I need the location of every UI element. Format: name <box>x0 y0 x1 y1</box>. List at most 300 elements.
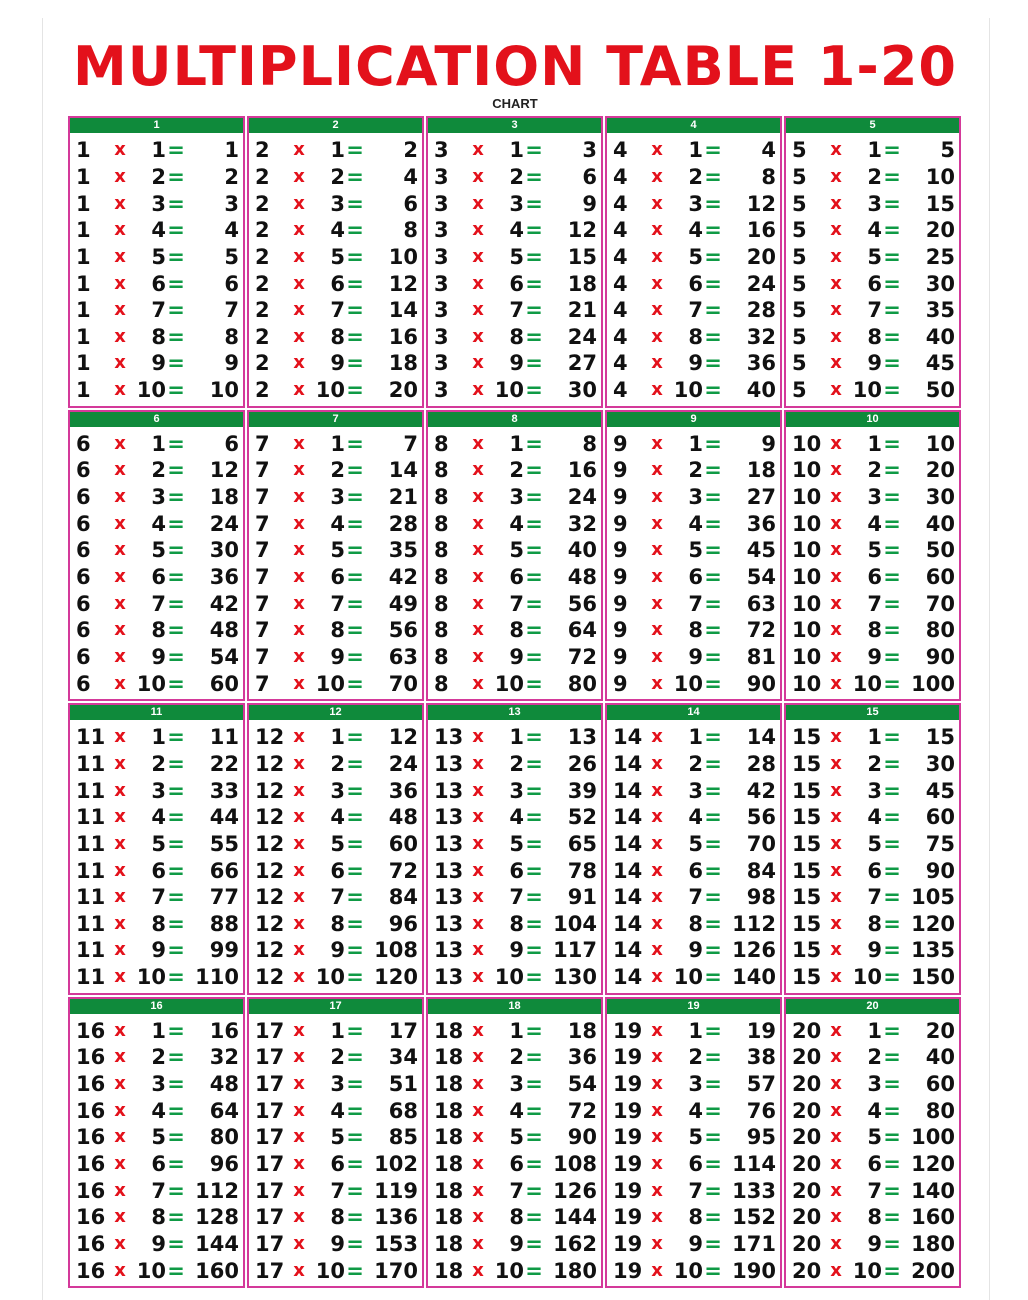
table-row <box>255 432 418 456</box>
product: 80 <box>925 1098 955 1123</box>
multiplicand: 20 <box>792 1152 822 1177</box>
table-rows <box>786 133 959 406</box>
multiplicand: 16 <box>76 1205 106 1230</box>
table-row <box>613 1072 776 1096</box>
multiplicand: 6 <box>76 458 91 483</box>
table-rows <box>249 1014 422 1287</box>
multiplier: 5 <box>867 538 882 563</box>
multiplicand: 4 <box>613 191 628 216</box>
equals-sign: = <box>525 191 543 216</box>
equals-sign: = <box>167 1018 185 1043</box>
multiplier: 4 <box>688 511 703 536</box>
multiplicand: 12 <box>255 965 285 990</box>
table-row <box>792 1125 955 1149</box>
times-sign: x <box>830 886 842 908</box>
product: 63 <box>388 644 418 669</box>
table-row <box>613 645 776 669</box>
table-row <box>255 218 418 242</box>
product: 2 <box>403 138 418 163</box>
product: 22 <box>209 751 239 776</box>
product: 126 <box>732 938 776 963</box>
multiplier: 6 <box>330 271 345 296</box>
multiplier: 3 <box>509 191 524 216</box>
product: 60 <box>388 831 418 856</box>
multiplicand: 12 <box>255 885 285 910</box>
table-row <box>792 938 955 962</box>
times-sign: x <box>830 325 842 347</box>
multiplier: 1 <box>867 431 882 456</box>
equals-sign: = <box>167 1178 185 1203</box>
times-sign: x <box>472 566 484 588</box>
times-sign: x <box>830 806 842 828</box>
multiplicand: 1 <box>76 378 91 403</box>
multiplier: 5 <box>151 538 166 563</box>
multiplicand: 1 <box>76 164 91 189</box>
multiplicand: 3 <box>434 378 449 403</box>
product: 10 <box>925 164 955 189</box>
times-sign: x <box>651 592 663 614</box>
times-sign: x <box>114 539 126 561</box>
times-sign: x <box>114 592 126 614</box>
multiplier: 2 <box>330 1045 345 1070</box>
times-sign: x <box>830 726 842 748</box>
times-sign: x <box>293 939 305 961</box>
multiplier: 6 <box>688 1152 703 1177</box>
table-row <box>613 298 776 322</box>
multiplicand: 9 <box>613 538 628 563</box>
multiplier: 7 <box>688 298 703 323</box>
equals-sign: = <box>883 485 901 510</box>
table-row <box>434 832 597 856</box>
times-sign: x <box>651 299 663 321</box>
times-sign: x <box>830 192 842 214</box>
equals-sign: = <box>525 1178 543 1203</box>
multiplicand: 6 <box>76 511 91 536</box>
product: 54 <box>209 644 239 669</box>
multiplier: 2 <box>330 164 345 189</box>
equals-sign: = <box>346 298 364 323</box>
multiplier: 2 <box>688 164 703 189</box>
table-block-13 <box>426 703 603 995</box>
multiplicand: 19 <box>613 1072 643 1097</box>
equals-sign: = <box>704 538 722 563</box>
multiplicand: 7 <box>255 485 270 510</box>
multiplier: 2 <box>330 751 345 776</box>
equals-sign: = <box>346 218 364 243</box>
product: 16 <box>388 324 418 349</box>
times-sign: x <box>830 1046 842 1068</box>
multiplicand: 3 <box>434 218 449 243</box>
equals-sign: = <box>704 351 722 376</box>
multiplier: 3 <box>509 778 524 803</box>
multiplier: 6 <box>151 858 166 883</box>
equals-sign: = <box>704 485 722 510</box>
times-sign: x <box>293 672 305 694</box>
times-sign: x <box>293 966 305 988</box>
product: 180 <box>911 1231 955 1256</box>
table-row <box>434 565 597 589</box>
multiplicand: 12 <box>255 725 285 750</box>
equals-sign: = <box>525 1072 543 1097</box>
product: 114 <box>732 1152 776 1177</box>
equals-sign: = <box>346 751 364 776</box>
multiplier: 1 <box>688 138 703 163</box>
equals-sign: = <box>704 644 722 669</box>
table-row <box>613 1019 776 1043</box>
table-row <box>792 885 955 909</box>
multiplicand: 17 <box>255 1205 285 1230</box>
multiplicand: 12 <box>255 938 285 963</box>
table-rows <box>607 133 780 406</box>
multiplier: 6 <box>867 1152 882 1177</box>
equals-sign: = <box>346 164 364 189</box>
times-sign: x <box>114 672 126 694</box>
equals-sign: = <box>704 511 722 536</box>
table-row <box>76 618 239 642</box>
equals-sign: = <box>167 271 185 296</box>
multiplier: 5 <box>509 538 524 563</box>
product: 35 <box>925 298 955 323</box>
times-sign: x <box>293 566 305 588</box>
multiplicand: 19 <box>613 1098 643 1123</box>
equals-sign: = <box>883 298 901 323</box>
table-row <box>613 218 776 242</box>
product: 12 <box>209 458 239 483</box>
table-row <box>792 832 955 856</box>
multiplier: 8 <box>151 1205 166 1230</box>
equals-sign: = <box>525 751 543 776</box>
multiplier: 9 <box>151 644 166 669</box>
times-sign: x <box>293 272 305 294</box>
times-sign: x <box>114 645 126 667</box>
product: 42 <box>209 591 239 616</box>
product: 72 <box>388 858 418 883</box>
times-sign: x <box>651 192 663 214</box>
equals-sign: = <box>704 885 722 910</box>
multiplier: 10 <box>136 965 166 990</box>
equals-sign: = <box>883 831 901 856</box>
product: 28 <box>746 298 776 323</box>
equals-sign: = <box>704 271 722 296</box>
multiplicand: 18 <box>434 1125 464 1150</box>
multiplicand: 16 <box>76 1018 106 1043</box>
multiplier: 6 <box>688 271 703 296</box>
multiplier: 6 <box>688 565 703 590</box>
product: 11 <box>209 725 239 750</box>
equals-sign: = <box>346 778 364 803</box>
table-row <box>76 1179 239 1203</box>
equals-sign: = <box>525 1098 543 1123</box>
table-row <box>434 1205 597 1229</box>
times-sign: x <box>293 379 305 401</box>
multiplicand: 7 <box>255 511 270 536</box>
multiplier: 10 <box>852 378 882 403</box>
multiplicand: 14 <box>613 805 643 830</box>
multiplicand: 9 <box>613 565 628 590</box>
product: 16 <box>746 218 776 243</box>
equals-sign: = <box>883 1125 901 1150</box>
multiplicand: 18 <box>434 1205 464 1230</box>
table-row <box>76 165 239 189</box>
product: 6 <box>224 431 239 456</box>
table-row <box>76 672 239 696</box>
table-row <box>613 378 776 402</box>
equals-sign: = <box>346 938 364 963</box>
equals-sign: = <box>346 1045 364 1070</box>
multiplier: 10 <box>136 1258 166 1283</box>
equals-sign: = <box>167 431 185 456</box>
table-row <box>76 592 239 616</box>
product: 56 <box>567 591 597 616</box>
multiplier: 10 <box>315 965 345 990</box>
product: 80 <box>567 671 597 696</box>
multiplier: 9 <box>688 1231 703 1256</box>
product: 152 <box>732 1205 776 1230</box>
times-sign: x <box>472 139 484 161</box>
times-sign: x <box>472 539 484 561</box>
multiplicand: 16 <box>76 1152 106 1177</box>
table-row <box>792 725 955 749</box>
product: 30 <box>925 271 955 296</box>
product: 108 <box>553 1152 597 1177</box>
table-rows <box>607 1014 780 1287</box>
multiplicand: 4 <box>613 324 628 349</box>
multiplicand: 3 <box>434 271 449 296</box>
multiplicand: 13 <box>434 911 464 936</box>
times-sign: x <box>830 566 842 588</box>
equals-sign: = <box>883 751 901 776</box>
equals-sign: = <box>525 591 543 616</box>
times-sign: x <box>293 139 305 161</box>
product: 3 <box>224 191 239 216</box>
product: 105 <box>911 885 955 910</box>
equals-sign: = <box>167 1072 185 1097</box>
multiplicand: 16 <box>76 1072 106 1097</box>
table-row <box>255 512 418 536</box>
equals-sign: = <box>346 565 364 590</box>
multiplier: 9 <box>688 351 703 376</box>
multiplier: 5 <box>330 538 345 563</box>
equals-sign: = <box>346 271 364 296</box>
times-sign: x <box>651 539 663 561</box>
product: 4 <box>224 218 239 243</box>
table-row <box>792 432 955 456</box>
product: 78 <box>567 858 597 883</box>
multiplier: 9 <box>867 351 882 376</box>
table-row <box>792 538 955 562</box>
table-rows <box>70 720 243 993</box>
product: 160 <box>195 1258 239 1283</box>
multiplier: 1 <box>151 138 166 163</box>
equals-sign: = <box>346 1072 364 1097</box>
table-block-12 <box>247 703 424 995</box>
product: 15 <box>925 191 955 216</box>
multiplier: 8 <box>509 1205 524 1230</box>
equals-sign: = <box>346 324 364 349</box>
multiplier: 3 <box>867 1072 882 1097</box>
times-sign: x <box>472 512 484 534</box>
table-row <box>792 485 955 509</box>
multiplier: 9 <box>509 938 524 963</box>
multiplicand: 8 <box>434 431 449 456</box>
product: 51 <box>388 1072 418 1097</box>
table-row <box>255 458 418 482</box>
times-sign: x <box>830 139 842 161</box>
equals-sign: = <box>346 511 364 536</box>
product: 77 <box>209 885 239 910</box>
times-sign: x <box>830 1259 842 1281</box>
equals-sign: = <box>704 1045 722 1070</box>
product: 2 <box>224 164 239 189</box>
multiplicand: 20 <box>792 1205 822 1230</box>
equals-sign: = <box>525 1045 543 1070</box>
table-row <box>255 805 418 829</box>
times-sign: x <box>114 566 126 588</box>
multiplicand: 4 <box>613 244 628 269</box>
times-sign: x <box>651 1099 663 1121</box>
multiplier: 5 <box>330 244 345 269</box>
multiplicand: 9 <box>613 618 628 643</box>
multiplier: 9 <box>330 1231 345 1256</box>
times-sign: x <box>651 1019 663 1041</box>
multiplicand: 1 <box>76 191 91 216</box>
product: 90 <box>567 1125 597 1150</box>
equals-sign: = <box>883 911 901 936</box>
equals-sign: = <box>704 1231 722 1256</box>
multiplier: 10 <box>673 378 703 403</box>
multiplicand: 14 <box>613 751 643 776</box>
product: 90 <box>746 671 776 696</box>
times-sign: x <box>293 832 305 854</box>
multiplicand: 17 <box>255 1098 285 1123</box>
multiplier: 10 <box>673 671 703 696</box>
table-rows <box>249 133 422 406</box>
table-row <box>255 1179 418 1203</box>
multiplicand: 14 <box>613 725 643 750</box>
table-row <box>613 1152 776 1176</box>
multiplicand: 18 <box>434 1018 464 1043</box>
equals-sign: = <box>167 644 185 669</box>
product: 36 <box>209 565 239 590</box>
multiplicand: 2 <box>255 218 270 243</box>
multiplicand: 3 <box>434 138 449 163</box>
product: 24 <box>209 511 239 536</box>
times-sign: x <box>472 592 484 614</box>
multiplicand: 3 <box>434 351 449 376</box>
table-row <box>792 165 955 189</box>
equals-sign: = <box>346 138 364 163</box>
table-row <box>792 351 955 375</box>
times-sign: x <box>293 912 305 934</box>
equals-sign: = <box>167 485 185 510</box>
multiplicand: 5 <box>792 218 807 243</box>
table-block-19 <box>605 997 782 1289</box>
table-row <box>76 565 239 589</box>
product: 16 <box>567 458 597 483</box>
equals-sign: = <box>167 858 185 883</box>
times-sign: x <box>651 832 663 854</box>
times-sign: x <box>830 1073 842 1095</box>
product: 32 <box>746 324 776 349</box>
product: 20 <box>925 218 955 243</box>
multiplier: 3 <box>688 1072 703 1097</box>
table-header: 8 <box>428 412 601 427</box>
table-row <box>613 1205 776 1229</box>
product: 99 <box>209 938 239 963</box>
multiplier: 6 <box>151 271 166 296</box>
equals-sign: = <box>525 351 543 376</box>
times-sign: x <box>651 245 663 267</box>
equals-sign: = <box>167 1231 185 1256</box>
table-header: 9 <box>607 412 780 427</box>
table-row <box>792 218 955 242</box>
times-sign: x <box>472 1232 484 1254</box>
times-sign: x <box>651 219 663 241</box>
multiplicand: 10 <box>792 458 822 483</box>
table-header: 10 <box>786 412 959 427</box>
times-sign: x <box>651 272 663 294</box>
table-row <box>76 1205 239 1229</box>
multiplicand: 19 <box>613 1125 643 1150</box>
multiplier: 2 <box>509 164 524 189</box>
product: 85 <box>388 1125 418 1150</box>
table-row <box>255 832 418 856</box>
multiplier: 5 <box>688 244 703 269</box>
product: 102 <box>374 1152 418 1177</box>
product: 40 <box>925 511 955 536</box>
times-sign: x <box>472 325 484 347</box>
multiplier: 6 <box>867 858 882 883</box>
table-row <box>76 1045 239 1069</box>
table-row <box>255 565 418 589</box>
multiplier: 9 <box>867 1231 882 1256</box>
equals-sign: = <box>704 1018 722 1043</box>
product: 48 <box>209 618 239 643</box>
multiplier: 2 <box>867 164 882 189</box>
multiplicand: 12 <box>255 805 285 830</box>
multiplier: 3 <box>688 191 703 216</box>
equals-sign: = <box>525 858 543 883</box>
table-row <box>792 912 955 936</box>
multiplicand: 3 <box>434 191 449 216</box>
times-sign: x <box>114 432 126 454</box>
equals-sign: = <box>167 1125 185 1150</box>
multiplicand: 18 <box>434 1072 464 1097</box>
times-sign: x <box>114 139 126 161</box>
table-row <box>613 1179 776 1203</box>
equals-sign: = <box>167 591 185 616</box>
equals-sign: = <box>346 644 364 669</box>
table-row <box>255 485 418 509</box>
equals-sign: = <box>883 218 901 243</box>
product: 160 <box>911 1205 955 1230</box>
equals-sign: = <box>525 485 543 510</box>
equals-sign: = <box>704 858 722 883</box>
multiplicand: 9 <box>613 511 628 536</box>
product: 128 <box>195 1205 239 1230</box>
times-sign: x <box>293 299 305 321</box>
equals-sign: = <box>883 618 901 643</box>
table-row <box>434 1232 597 1256</box>
equals-sign: = <box>346 1098 364 1123</box>
equals-sign: = <box>346 244 364 269</box>
table-block-11 <box>68 703 245 995</box>
equals-sign: = <box>525 671 543 696</box>
multiplier: 2 <box>509 751 524 776</box>
times-sign: x <box>472 486 484 508</box>
multiplicand: 18 <box>434 1152 464 1177</box>
times-sign: x <box>114 832 126 854</box>
